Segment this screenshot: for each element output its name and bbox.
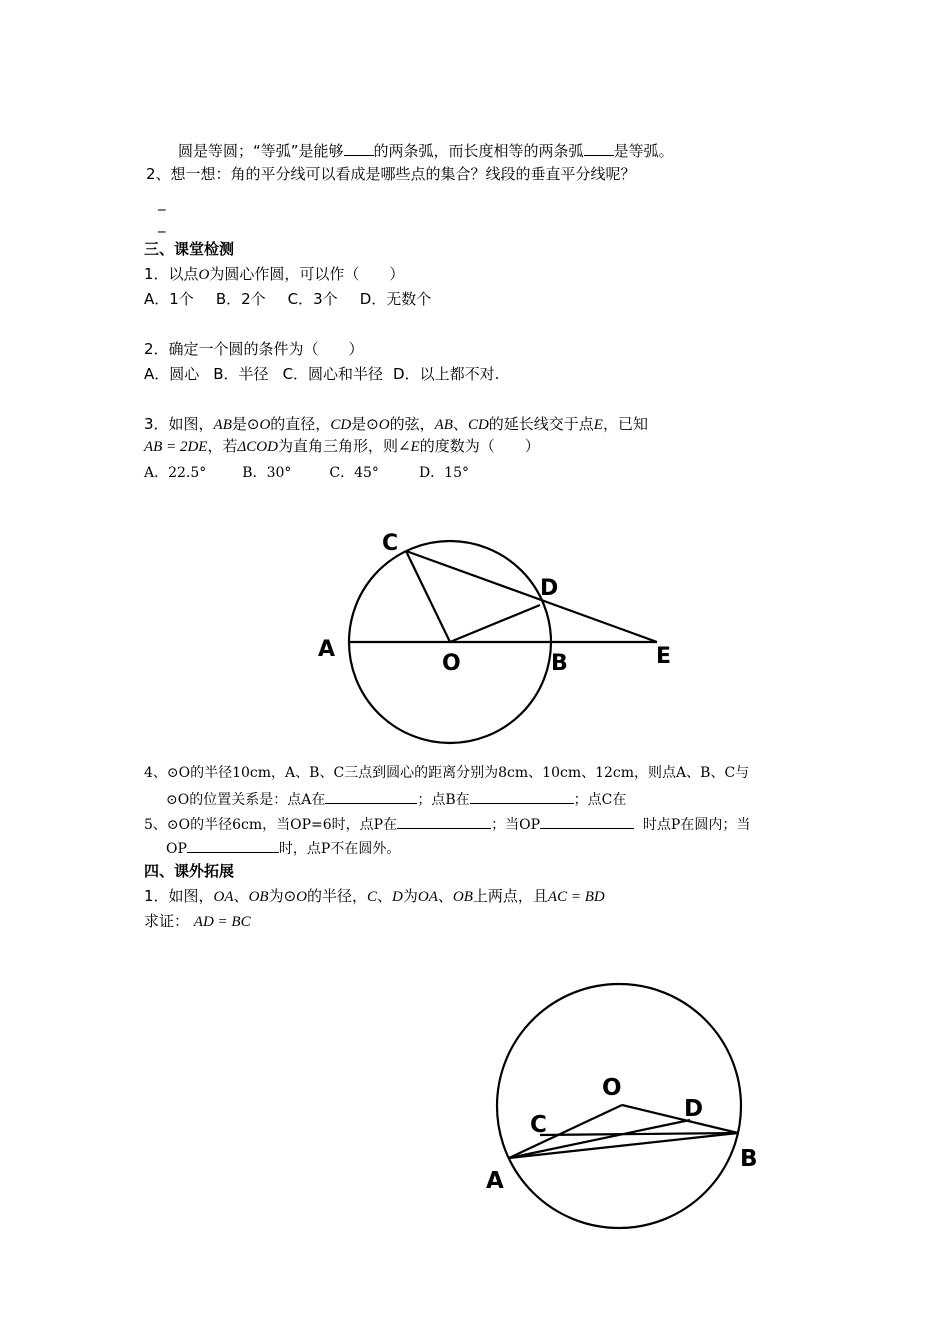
intro-line-1: 圆是等圆；“等弧”是能够 的两条弧，而长度相等的两条弧 是等弧。 <box>178 142 674 160</box>
option[interactable]: B．30° <box>242 465 292 481</box>
label-a: A <box>486 1168 504 1194</box>
question-2: 2．确定一个圆的条件为（ ） <box>144 340 364 358</box>
blank[interactable] <box>584 140 614 156</box>
question-4-cont: ⊙O的位置关系是：点A在 ；点B在 ；点C在 <box>166 788 626 810</box>
label-e: E <box>656 644 672 669</box>
line-oa <box>509 1105 622 1158</box>
label-o: O <box>442 651 461 676</box>
blank[interactable] <box>540 813 634 829</box>
option[interactable]: A．圆心 <box>144 365 200 383</box>
line-bc <box>540 1133 738 1135</box>
section-heading: 三、课堂检测 <box>144 240 235 258</box>
prove-line: 求证： AD = BC <box>144 912 251 930</box>
question-2-options <box>144 364 521 384</box>
option[interactable]: C．圆心和半径 <box>282 365 384 383</box>
blank[interactable] <box>397 813 491 829</box>
label-d: D <box>540 576 559 601</box>
question-5-cont: OP 时，点P不在圆外。 <box>166 837 400 859</box>
label-c: C <box>382 531 399 556</box>
line-od <box>450 605 540 642</box>
option[interactable]: D．以上都不对. <box>393 365 500 383</box>
option[interactable]: C．45° <box>329 465 379 481</box>
blank[interactable] <box>325 788 417 804</box>
option[interactable]: B．半径 <box>213 365 269 383</box>
extension-question-1: 1．如图，OA、OB为⊙O的半径，C、D为OA、OB上两点，且AC = BD <box>144 887 605 905</box>
question-1: 1．以点O为圆心作圆，可以作（ ） <box>144 265 405 283</box>
question-3-cont: AB = 2DE，若ΔCOD为直角三角形，则∠E的度数为（ ） <box>144 437 540 455</box>
option[interactable]: A．1个 <box>144 290 194 308</box>
blank[interactable] <box>187 837 279 853</box>
label-a: A <box>318 637 336 662</box>
figure-circle-secant <box>300 515 700 755</box>
blank[interactable] <box>344 140 374 156</box>
option[interactable]: A．22.5° <box>144 465 207 481</box>
label-d: D <box>684 1096 704 1122</box>
question-3-options <box>144 463 491 483</box>
question-1-options <box>144 289 453 309</box>
blank[interactable] <box>470 788 574 804</box>
answer-dash: _ <box>158 193 166 211</box>
option[interactable]: D．15° <box>418 465 469 481</box>
option[interactable]: C．3个 <box>287 290 338 308</box>
label-b: B <box>740 1146 758 1172</box>
label-o: O <box>602 1075 622 1101</box>
label-b: B <box>551 651 568 676</box>
line-ob <box>622 1105 738 1133</box>
section-heading: 四、课外拓展 <box>144 862 235 880</box>
label-c: C <box>530 1112 547 1138</box>
option[interactable]: B．2个 <box>215 290 266 308</box>
question-4: 4、⊙O的半径10cm，A、B、C三点到圆心的距离分别为8cm、10cm、12cm，则点A、B、C与 <box>144 765 750 781</box>
think-question: 2、想一想：角的平分线可以看成是哪些点的集合？线段的垂直平分线呢？ <box>146 165 636 183</box>
question-3: 3．如图，AB是⊙O的直径，CD是⊙O的弦，AB、CD的延长线交于点E，已知 <box>144 415 648 433</box>
answer-dash: _ <box>158 215 166 233</box>
question-5: 5、⊙O的半径6cm，当OP=6时，点P在 ；当OP 时点P在圆内；当 <box>144 813 750 835</box>
option[interactable]: D．无数个 <box>359 290 432 308</box>
figure-circle-chords <box>480 975 780 1235</box>
